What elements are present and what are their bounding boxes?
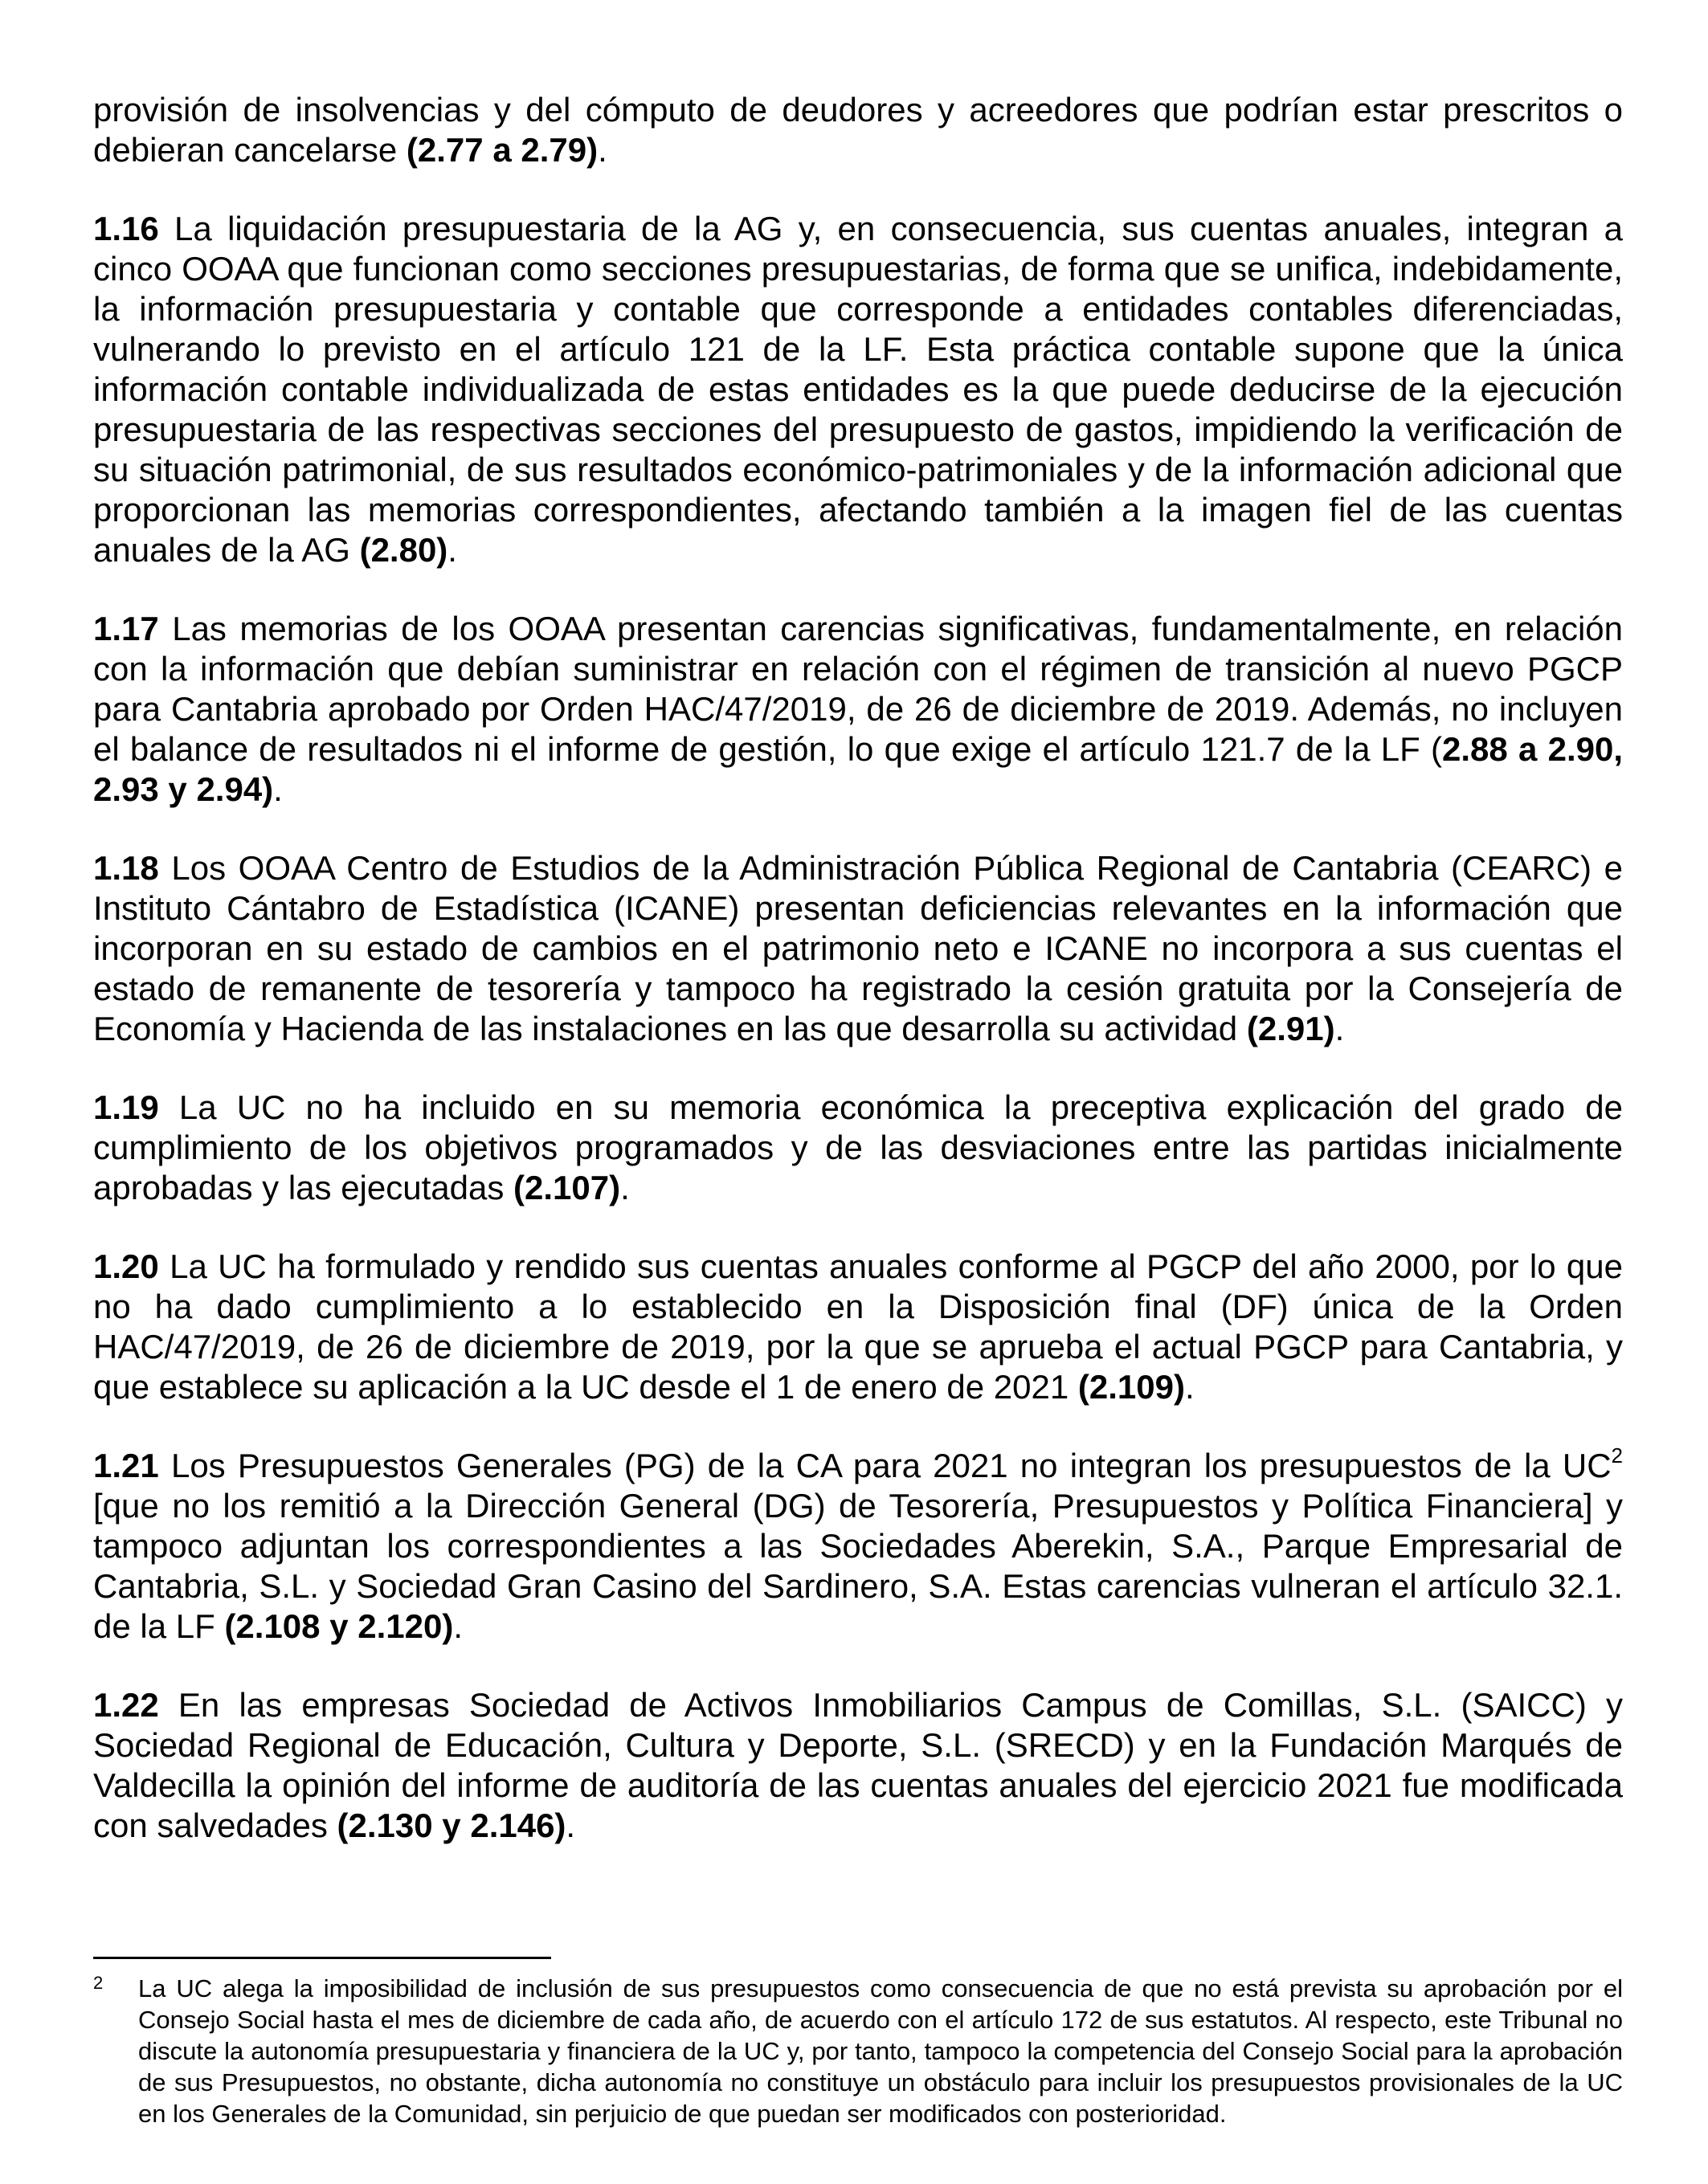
ref-open-paren: ( (1431, 730, 1442, 768)
paragraph-number: 1.21 (93, 1447, 159, 1484)
paragraph-text: Los Presupuestos Generales (PG) de la CA para 2021 no integran los presupuestos de la UC (158, 1447, 1612, 1484)
paragraph-end: . (598, 131, 607, 169)
paragraph-number: 1.17 (93, 610, 159, 647)
paragraph-end: . (1334, 1010, 1345, 1047)
paragraph-number: 1.16 (93, 210, 159, 247)
paragraph-end: . (447, 531, 457, 569)
cross-reference: (2.108 y 2.120) (224, 1607, 454, 1645)
paragraph-end: . (1184, 1368, 1195, 1406)
paragraph-1-20 (93, 1247, 1623, 1407)
paragraph-text: provisión de insolvencias y del cómputo de deudores y acreedores que podrían estar prescritos o debieran cancelarse (93, 91, 1623, 169)
cross-reference: (2.80) (359, 531, 448, 569)
cross-reference: 2.88 a 2.90, 2.93 y 2.94) (93, 730, 1623, 808)
footnote-separator (93, 1957, 551, 1959)
paragraph-text: Las memorias de los OOAA presentan carencias significativas, fundamentalmente, en relación con la información que debían suministrar en relación con el régimen de transición al nuevo PGCP para Cantabria aprobado por Orden HAC/47/2019, de 26 de diciembre de 2019. Además, no incluyen el balance de resultados ni el informe de gestión, lo que exige el artículo 121.7 de la LF (93, 610, 1623, 768)
cross-reference: (2.130 y 2.146) (337, 1806, 566, 1844)
paragraph-1-22 (93, 1685, 1623, 1846)
paragraph-continuation (93, 90, 1623, 170)
paragraph-number: 1.22 (93, 1686, 159, 1724)
paragraph-end: . (566, 1806, 576, 1844)
document-body (93, 90, 1623, 1884)
cross-reference: (2.77 a 2.79) (406, 131, 599, 169)
paragraph-text: La liquidación presupuestaria de la AG y, en consecuencia, sus cuentas anuales, integran a cinco OOAA que funcionan como secciones presupuestarias, de forma que se unifica, indebidamente, la información presupuestaria y contable que corresponde a entidades contables diferenciadas, vulnerando lo previsto en el artículo 121 de la LF. Esta práctica contable supone que la única información contable individualizada de estas entidades es la que puede deducirse de la ejecución presupuestaria de las respectivas secciones del presupuesto de gastos, impidiendo la verificación de su situación patrimonial, de sus resultados económico-patrimoniales y de la información adicional que proporcionan las memorias correspondientes, afectando también a la imagen fiel de las cuentas anuales de la AG (93, 210, 1623, 569)
paragraph-number: 1.20 (93, 1247, 159, 1285)
paragraph-text: En las empresas Sociedad de Activos Inmobiliarios Campus de Comillas, S.L. (SAICC) y Sociedad Regional de Educación, Cultura y Deporte, S.L. (SRECD) y en la Fundación Marqués de Valdecilla la opinión del informe de auditoría de las cuentas anuales del ejercicio 2021 fue modificada con salvedades (93, 1686, 1623, 1844)
paragraph-number: 1.18 (93, 849, 159, 887)
paragraph-1-18 (93, 848, 1623, 1049)
paragraph-end: . (453, 1607, 463, 1645)
paragraph-1-21 (93, 1443, 1623, 1647)
cross-reference: (2.109) (1077, 1368, 1185, 1406)
footnote-text: La UC alega la imposibilidad de inclusión de sus presupuestos como consecuencia de que no está prevista su aprobación por el Consejo Social hasta el mes de diciembre de cada año, de acuerdo con el artículo 172 de sus estatutos. Al respecto, este Tribunal no discute la autonomía presupuestaria y financiera de la UC y, por tanto, tampoco la competencia del Consejo Social para la aprobación de sus Presupuestos, no obstante, dicha autonomía no constituye un obstáculo para incluir los presupuestos provisionales de la UC en los Generales de la Comunidad, sin perjuicio de que puedan ser modificados con posterioridad. (138, 1974, 1623, 2128)
cross-reference: (2.91) (1246, 1010, 1335, 1047)
paragraph-number: 1.19 (93, 1088, 159, 1126)
paragraph-end: . (620, 1169, 630, 1206)
paragraph-1-17 (93, 609, 1623, 810)
paragraph-text: La UC ha formulado y rendido sus cuentas anuales conforme al PGCP del año 2000, por lo que no ha dado cumplimiento a lo establecido en la Disposición final (DF) única de la Orden HAC/47/2019, de 26 de diciembre de 2019, por la que se aprueba el actual PGCP para Cantabria, y que establece su aplicación a la UC desde el 1 de enero de 2021 (93, 1247, 1623, 1406)
paragraph-end: . (273, 770, 283, 808)
footnote-mark: 2 (93, 1973, 104, 1993)
paragraph-text: Los OOAA Centro de Estudios de la Administración Pública Regional de Cantabria (CEARC) e Instituto Cántabro de Estadística (ICANE) presentan deficiencias relevantes en la información que incorporan en su estado de cambios en el patrimonio neto e ICANE no incorpora a sus cuentas el estado de remanente de tesorería y tampoco ha registrado la cesión gratuita por la Consejería de Economía y Hacienda de las instalaciones en las que desarrolla su actividad (93, 849, 1623, 1047)
paragraph-1-19 (93, 1088, 1623, 1208)
paragraph-1-16 (93, 209, 1623, 570)
footnote-reference[interactable]: 2 (1611, 1443, 1623, 1468)
cross-reference: (2.107) (513, 1169, 621, 1206)
footnote (93, 1973, 1623, 2129)
paragraph-text-continued: [que no los remitió a la Dirección General (DG) de Tesorería, Presupuestos y Política Financiera] y tampoco adjuntan los correspondientes a las Sociedades Aberekin, S.A., Parque Empresarial de Cantabria, S.L. y Sociedad Gran Casino del Sardinero, S.A. Estas carencias vulneran el artículo 32.1. de la LF (93, 1487, 1623, 1645)
paragraph-text: La UC no ha incluido en su memoria económica la preceptiva explicación del grado de cumplimiento de los objetivos programados y de las desviaciones entre las partidas inicialmente aprobadas y las ejecutadas (93, 1088, 1623, 1206)
